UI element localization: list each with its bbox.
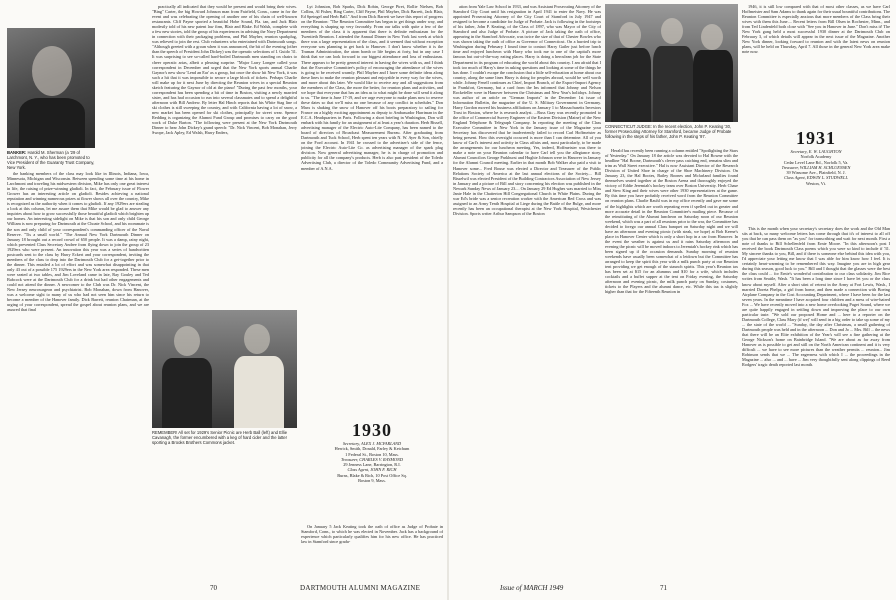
page-gutter [447,0,449,600]
magazine-title-footer: DARTMOUTH ALUMNI MAGAZINE [300,584,421,592]
issue-footer: Issue of MARCH 1949 [500,584,564,592]
page-number-left: 70 [210,584,217,592]
senior-picnic-photo [152,310,297,428]
class-1930-header: 1930 Secretary, ALEX J. MCFARLAND Herrick, Smith, Donald, Farley & Ketchum 1 Federal St., Boston 10, Mass. Treasurer, CHARLES V. RAYMOND 29 Jenness Lane, Barrington, R.I. Class Agent, JOHN F. RICH Burns, Blake & Rich, 10 Post Office Sq. Boston 9, Mass. [301,420,443,483]
column-3b: On January 5 Jack Keating took the oath of office as Judge of Probate in Stamford, Conn., to which he was elected in November. Jack has a background of experience which particularly qualifies him for his new office. He has practiced law in Stamford since gradu- [301,524,443,545]
portrait-photo-sherman [7,28,95,148]
column-6: 1946, it is still low compared with that of most other classes, as we have Carl Hoffmeister and Sam Adams to thank again for their usual bountiful contributions. The Reunion Committee is especially anxious that more members of the Class bring their wives with them this June.... Recent letters from Bill Olsen in Rochester, Minn., and from Ted Lindenfeld both close with "See you in Hanover in June." Don't miss it! The New York gang held a most successful 1930 dinner at the Dartmouth Club on February 3, of which details will appear in the next issue of the Magazine. Another New York dinner, looking forward to reunion and with the latest news on reunion plans, will be held on Thursday, April 7. All those in the general New York area make note now. [742,4,890,55]
column-6b: This is the month when your secretary's secretary does the work and the Old Man sits at back, so many welcome letters has come through that it's of interest to all off you that he can pass them on "as you" for transcribing and wait for next month. First a note of thanks to Bill Schellenfeld from Ernie Moore. "In this afternoon's post I received the book Dartmouth Class poems which you were so kind to include if '31. My sincere thanks to you, Bill, and if there is someone else behind this idea with you, I'd appreciate your letting me know that I was able for him know how I feel. It is certainly heart-warming to be remembered this way. Imagine you are in high gear during this season, good luck to you." Bill and I thought that the glasses were the best the class could ... for Ernie's wonderful contribution to our class solidarity. Jim Rice writes from Seattle, Wash. "It has been a long time since I have let you or the class know about myself. After a short stint of retreat in the Army at Fort Lewis, Wash., I married Doreta Phelps, a girl from home, and then made a connection with Boeing Airplane Company in the Cost Accounting Department, where I have been for the last seven years. In the meantime I have acquired four children and a mess of wire-haired Fox ... We have recently moved into a new home overlooking Puget Sound, where we are quite happily engaged in settling down and improving the place to our own particular taste. "We sold our proposed Home and ... here to a reporter on the Dartmouth College, Class Mary (if we)' will send in a big order to take up some of my ... the state of the world ... "Sunday, the day after Christmas, a small gathering of Dartmouth people was held and in the afternoon ... Don and Jo ... Mrs. Bill ... the news that there will be an Elite exhibition of the Year's will see a fine gathering at the George Nickson's home on Bainbridge Island. "We are about as far away from Hanover as is possible to get and still on the North American continent and it is very difficult ... we have to see more pictures than the weather permits ... reunion... Jim Robinson sends that we ... The eagerness with which I ... the proceedings in the Magazine ... also ... and ... have ... Jim very thoughtfully sent along clippings of Reed Rodgers' tragic death reported last month. [742,226,890,368]
photo-caption-sherman: BANKER: Harold M. Sherman (a '29 of Larchmont, N. Y., who has been promoted to Vice President of the Guaranty Trust Company, New York. [7,150,95,170]
column-4: ation from Yale Law School in 1933, and was Assistant Prosecuting Attorney of the Stamford City Court until his resignation in April 1941 to enter the Navy. He was appointed Prosecuting Attorney of the City Court of Stamford in July 1947 and resigned to become a candidate for Judge of Probate. Jack is following in the footsteps of his father, John P. Keating, of the Class of 1897, who was Mayor of the City of Stamford and also Judge of Probate. A picture of Jack taking the oath of office, appearing in the Stamford Advocate, was twice the size of that of Chester Bowles who was shown taking the oath of office as Governor of Connecticut. On a hurried trip to Washington during February I found time to contact Harry Gailer just before lunch time and enjoyed luncheon with Harry who took me to one of the capital's more famous but out-of-the-way eating places. Harry is doing a herculean job for the State Department in its program of educating the world about this country. I am afraid that I took too much of Harry's time in asking questions and looking at some of the things he has done. I couldn't escape the conclusion that a little self-education at home about our country, along the same lines Harry is doing for peoples abroad, would be well worth while. Johnny Fenell continues as Chief, Import Branch, of the Export-Import Agency in Frankfort, Germany, but a card from the Ins informed that Johnny and Nelson Rockefeller were in Hanover between the Christmas and New Year's holidays. Johnny was author of an article on "German Imports" in the December 1st issue of Information Bulletin, the magazine of the U. S. Military Government in Germany. Harry Gordon moved his business affiliations on January 1 to Massachusetts Investors Trust in Boston, where he is research analyst. ...Russ Gray was recently promoted to the office of Commercial Survey Engineer of the Eastern Division (Maine) of the New England Telephone & Telegraph Company. In reporting the meeting of the Class Executive Committee in New York in the January issue of the Magazine your Secretary has discovered that he inadvertently failed to record Carl Hoffmeister as being present. How this oversight occurred is more than I can determine. All of you know of Carl's interest and activity in Class affairs and, most particularly, to be made the arrangements for our luncheon meeting. Yes, indeed, Hoffmeister was there to make a note on your Reunion calendar to have Carl tell you the allegiance story. Alumni Councilors George Parkhurst and Hughie Johnson were in Hanover in January for the Alumni Council meeting. Earlier in that month Bob Walker also paid a visit to Hanover some... Fred Bouse was elected a Director and Treasurer of the Public Relations Society of America at the last annual elections of the Society.... Bill Bisselwil was elected President of the Building Contractors Association of New Jersey in January and a picture of Bill and story concerning his election was published in the Newark Sunday News of January 23.... On January 29 Ed Hughes was married to Miss Janie Hale in the Chatterton Hill Congregational Church in White Plains. During the war Ed's bride was a senior recreation worker with the American Red Cross and was assigned to an Army Tenth Hospital at Liege during the Battle of the Bulge, and more recently has been an occupational therapist at the New York Hospital, Westchester Division. Sports writer Arthur Sampson of the Boston [453,4,601,216]
column-2: practically all indicated that they would be present and would bring their wives. "Bing" Carter, the big Howard Johnson man from Fairfield, Conn., came in for the event and was celebrating the opening of another one of his chain of well-known restaurants. Cliff Payne sported a beautiful Hobe Sound, Fla. tan, and Jack Blair modestly told of his new patent law firm, Blair and Blake. Ed Walsh, complete with a few new stories, told the group of his experiences in advising the Navy Department in connection with their packaging problems, and Phil Mayher, reunion sparkplug, was relieved to join the rest. Club volunteers who entertained with Dartmouth songs. "Although greeted with a groan when it was announced, the bit of the evening (other than the speech of President John Dickey) was the operatic selections of I. Guido '31. It was surprising to see so-called hard-boiled Dartmouth men standing on chairs to cheer operatic arias, albeit a pleasing surprise. "Major Larry Longee called your correspondent in December and urged that the New York sports annual Charlie Gaynor's new show 'Lend an Ear' as a group, but once the show hit New York, it was such a hit that it was impossible to secure a large block of tickets. Perhaps Charlie will make up for it next June by directing the Reunion wives in a special Reunion sketch featuring the Gaynor of old at the piano! "During the past few months, your correspondent has been spending a bit of time in Boston, visiting a newly married sister, and has had occasion to run into several classmates and to spend a delightful afternoon with Bill Andrew. By letter Hal Hinch reports that his White Stag line of ski clothes is still sweeping the country, and with California having a lot of snow, a new market has been opened for ski clothes, principally for street wear. Spence Redding is organizing the Alumni Fund Group and promises to carry on the good work of Duke Barton. "The following were present at the New York Dartmouth Dinner to hear John Dickey's grand speech: "Dr. Nick Vincent, Bob Monahan, Jerry Swope, Jack Apley, Ed Walsh, Harry Enders, [152,4,297,136]
column-1: the banking members of the class may look like in Illinois, Indiana, Iowa, Minnesota, Michigan and Wisconsin. Between spending some time at his home in Larchmont and traveling his midwestern division, Mike has only one great interest in life, the raising of prize-winning gladioli. In fact, the February issue of Flower Grower has an interesting article on gladioli. Besides achieving a national reputation and winning numerous prizes at flower shows all over the country, Mike is recognized as the authority when it comes to gladioli. If any 1929ers are stealing a look at this column, let me assure them that Mike would be glad to answer any inquiries about how to grow successfully those beautiful gladioli which brighten up our homes. An interesting sidelight on Mike is that his son and only child George William is now preparing for Dartmouth at the Choate School, and his roommate is the son and only child of your correspondent's commanding officer of the Naval Reserve. "Tis a small world." "The Annual New York Dartmouth Dinner on January 18 brought out a record crowd of 650 people. It was a damp, rainy night, which prevented Class Secretary Andree from flying down to join the group of 23 1929ers who were present. An innovation this year was a series of handwritten postcards sent to the class by Harry Eckert and your correspondent, inviting the members of the class to drop into the Dartmouth Club for a get-together prior to the dinner. This entailed a lot of effort and was somewhat disappointing in that only 43 out of a possible 175 1929ers in the New York area responded. These men were seated at two tables, and Jim Loveland came in late, Ray Gouley and Ted Babcock were at the Dartmouth Club for a drink but had other engagements and could not attend the dinner. A newcomer to the Club was Dr. Nick Vincent, the New Jersey neurosurgeon and psychiatrist. Bob Monahan, down from Hanover, was a welcome sight to many of us who had not seen him since his return to become a member of the Hanover family. Dick Barrett, reunion Chairman, at the urging of your correspondent, spread the gospel about reunion plans, and we are assured that final [7,171,149,313]
photo-caption-keating: CONNECTICUT JUDGE: In the recent election, John P. Keating '30, former Prosecuting Attorney for Stamford, became Judge of Probate following in the steps of his father, John P. Keating '97. [605,124,732,139]
photo-caption-picnic: REMEMBER! All set for 1929's Senior Picnic are Herb Ball (left) and Ellie Cavanagh, the former encumbered with a keg of hard cider and the latter sporting a Brooks Brothers Commons jacket. [152,430,297,468]
page-number-right: 71 [660,584,667,592]
column-5: Herald has recently been running a column entitled "Spotlighting the Stars of Yesterday." On January 18 the article was devoted to Hal Bowne with the headline "Hal Boone, Dartmouth's clever pass catching end, remains slim and trim as Wall Street executive." Hal is now Assistant Director of the Research Division of United Shoe in charge of the Shoe Machinery Division. On January 23, the Hal Bootes, Bailey Boones and Mcfarland families found themselves seated together at the Boston Arena and thoroughly enjoyed the victory of Eddie Jeremiah's hockey team over Boston University. Herb Chase and Stew King and their wives were other 1930 representatives at the game. By this time you have probably received word from the Reunion Committee on reunion plans. Charlie Rauhl was in my office recently and gave me some of the highlights which are worth repeating even if spelled out in greater and more accurate detail in the Reunion Committee's mailing piece. Because of the reinstituting of the Alumni luncheon on Saturday noon of our Reunion weekend, which was a part of all reunions prior to the war, the Committee has decided to forego our annual Class banquet on Saturday night and we will have an afternoon and evening picnic (with steak, we hope) at Bob Keene's place in Hanover Center which is only a short hop in a car from Hanover. In the event the weather is against us and it rains Saturday afternoon and evening the picnic will be moved indoors to Jeremiah's hockey rink which has been signed up if the occasion demands. Sunday morning of reunion weekends have usually been somewhat of a letdown but the Committee has arranged to keep the spirit this year with a milk punch party at our Reunion tent providing we get enough of the staunch spirits. This year's Reunion tax has been set at $15 for an alumnus and $10 for a wife, which includes cocktails and a buffet supper at the tent on Friday evening, the Saturday afternoon and evening picnic, the milk punch party on Sunday, costumes, tickets to the Players and the alumni dance, etc. While this tax is slightly higher than that for the Fifteenth Reunion in [605,148,738,295]
class-year-1930: 1930 [352,420,392,440]
keating-oath-photo [605,4,738,122]
class-year-1931: 1931 [796,128,836,148]
class-1931-header: 1931 Secretary, E. W. LAUGHTON Norfolk Academy Cedar Level Lane Rd., Norfolk 5, Va. Treasurer, WILLIAM H. SCHLUENSEN 39 Winsome Ave., Plainfield, N. J. Class Agent, EDWIN L. STUDWELL Weston, Vt. [742,128,890,186]
column-3: Lyt Johnston, Bob Sparks, Dick Robin, George Piret, Rollie Nielsen, Bob Collins, Al Fisher, Bing Carter, Cliff Payne, Phil Mayher, Dick Barrett, Jack Blair, Ed Speingel and Herb Ball." And from Dick Barrett we have this report of progress on the Reunion: "The Reunion Committee has begun to get things under way, and everything is shaping up very favorably. From our talks with quite a few of the members of the class it is apparent that there is definite enthusiasm for the Twentieth Reunion. I attended the Annual Dinner in New York last week at which there was a large representation of the class, and it seemed that without exception everyone was planning to get back to Hanover. I don't know whether it is the Truman Administration, the atom bomb or life begins at forty, but in any case I think that we can look forward to our biggest attendance and loss of enthusiasm. There appears to be pretty general interest in having the wives with us, and I think that the Executive Committee's policy of encouraging the attendance of the wives is going to be received warmly. Phil Mayher and I have some definite ideas along these lines to make the reunion pleasant and enjoyable in every way for the wives, and more about this later. We would like to receive any and all suggestions from the members of the Class, the more the better, for reunion plans and activities, and we hope that everyone that has an idea as to what might be done will send it along to us. "The time is June 17-19, and we urge everyone to make plans now to reserve these dates so that we'll miss no one because of any conflict in schedules." Don Marx is shaking the snow of Hanover off his boots preparatory to sailing for France on a highly exciting appointment as deputy to Ambassador Harriman in the E.C.A. Headquarters in Paris. Following a short briefing in Washington, Don will embark with his family for an assignment of at least a year's duration. Herb Bissell, advertising manager of the Electric Auto-Lite Company, has been named to the board of directors of Broadcast Measurement Bureau. After graduating from Dartmouth and Tuck School, Herb spent ten years with N. W. Ayer & Son, chiefly on the Ford account. In 1941 he crossed to the advertiser's side of the fence, joining the Electric Auto-Lite Co. as advertising manager of the spark plug division. Now general advertising manager, he is in charge of promotion and publicity for all the company's products. Herb is also past president of the Toledo Advertising Club, a director of the Toledo Community Advertising Fund, and a member of A.N.A. [301,4,443,171]
